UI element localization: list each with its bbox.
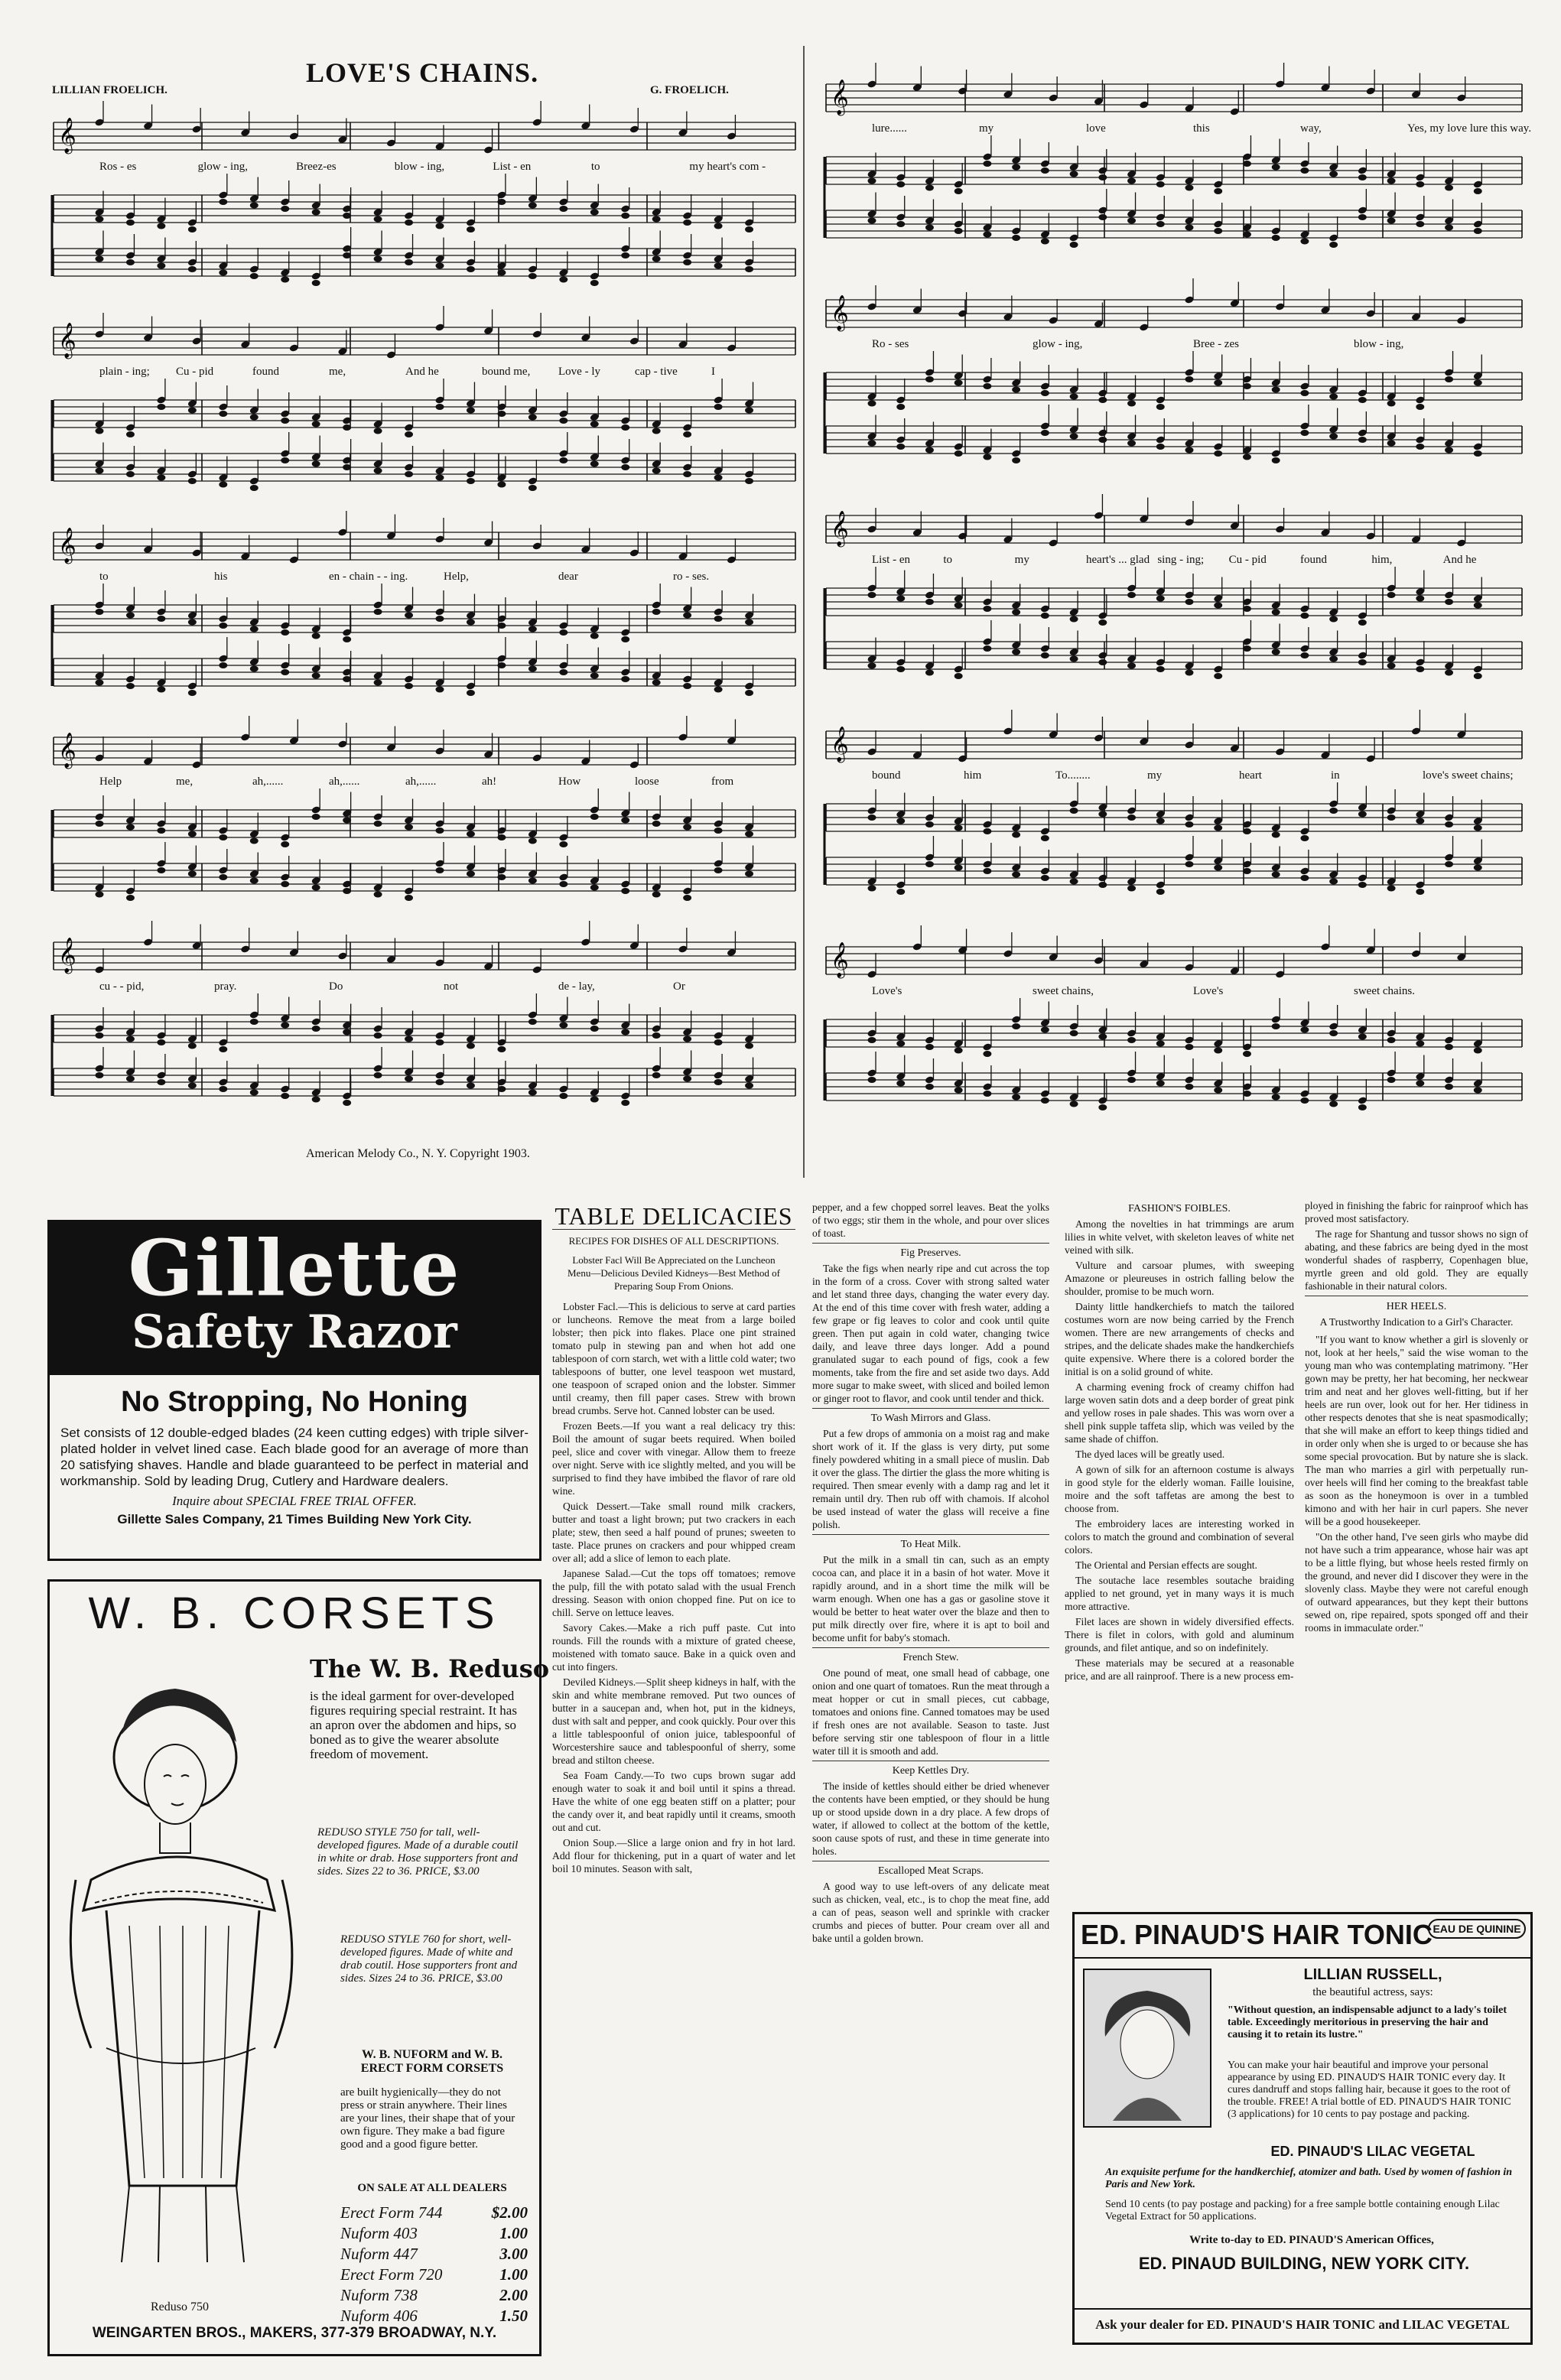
left-lyric: plain - ing; xyxy=(99,366,150,378)
table-delicacies-column xyxy=(552,1202,795,1878)
corset-price-name: Nuform 738 xyxy=(340,2286,418,2304)
heels-paragraph: "If you want to know whether a girl is slovenly or not, look at her heels," said the wise woman to the young man who was contemplating matrimony. "Her gown may be pretty, her hat becoming, her neckwear trim and neat and her gloves well-fitting, but if her heels are run over, look out for her. Her tidiness in other respects denotes that she is neat spasmodically; that she will make an effort to keep things tidied and in order only when she is urged to or because she has some special provocation. But by nature she is slack. The man who marries a girl with perpetually run-over heels will find her coming to the breakfast table as soon as the honeymoon is over in a tumbled kimono and with her hair in curl papers. She never will be a good housekeeper. xyxy=(1305,1334,1528,1527)
heels-paragraph: "On the other hand, I've seen girls who maybe did not have such a trim appearance, whose hair was apt to be a little flying, but whose heels rested firmly on the ground, and never did I discover they were in the slovenly class. Maybe they were not careful enough of outward appearances, but they kept their buttons sewed on, ripe repaired, spots sponged off and their rooms in immaculate order." xyxy=(1305,1531,1528,1634)
lyrics-right xyxy=(818,54,1530,1185)
heels-sub: A Trustworthy Indication to a Girl's Character. xyxy=(1319,1316,1514,1328)
left-lyric: Or xyxy=(673,980,685,993)
corset-price-row xyxy=(340,2244,528,2265)
table-headline: TABLE DELICACIES xyxy=(554,1202,793,1230)
corset-price-row xyxy=(340,2203,528,2223)
fashion-paragraph: The Oriental and Persian effects are sought. xyxy=(1075,1559,1257,1571)
gillette-offer: Inquire about SPECIAL FREE TRIAL OFFER. xyxy=(172,1494,417,1508)
right-lyric: him xyxy=(964,769,982,782)
left-lyric: ah! xyxy=(482,775,497,788)
left-lyric: pray. xyxy=(214,980,237,993)
section-paragraph: One pound of meat, one small head of cabbage, one onion and one quart of tomatoes. Run the meat through a meat hopper or cut in small pieces, cut cabbage, tomatoes and onions fine. Canned tomatoes may be used if fresh ones are not available. Season to taste. Just before serving stir one tablespoon of flour in a little water till it is smooth and add. xyxy=(812,1667,1049,1757)
fashion-paragraph: The soutache lace resembles soutache braiding applied to net ground, yet in many ways it is much more attractive. xyxy=(1065,1575,1294,1612)
pinaud-title-row xyxy=(1075,1914,1530,1959)
corset-price-name: Nuform 406 xyxy=(340,2307,418,2325)
fashion-paragraph: Filet laces are shown in widely diversified effects. There is filet in colors, with gold and aluminum grounds, and filet antique, and so on indefinitely. xyxy=(1065,1616,1294,1653)
pinaud-says: the beautiful actress, says: xyxy=(1312,1986,1433,1998)
left-lyric: cu - - pid, xyxy=(99,980,145,993)
corset-price-value: 2.00 xyxy=(499,2286,528,2304)
heels-heading: HER HEELS. xyxy=(1305,1296,1528,1313)
gillette-ad xyxy=(47,1220,541,1561)
gillette-company: Gillette Sales Company, 21 Times Building New York City. xyxy=(117,1512,472,1527)
left-lyric: Breez-es xyxy=(296,161,337,173)
fashion-heading: FASHION'S FOIBLES. xyxy=(1128,1203,1231,1214)
left-lyric: me, xyxy=(329,366,346,378)
recipe-paragraph: Frozen Beets.—If you want a real delicacy try this: Boil the amount of sugar beets required. When boiled peel, slice and cover with vinegar. Allow them to freeze over night. Serve with ice slightly melted, and you will be surprised to find they have imbibed the flavor of rare old wine. xyxy=(552,1420,795,1497)
fashion-paragraph: The dyed laces will be greatly used. xyxy=(1075,1448,1225,1460)
right-lyric: my xyxy=(979,122,994,135)
sheet-music-right xyxy=(818,54,1530,1185)
svg-text:𝄞: 𝄞 xyxy=(831,80,849,115)
left-lyric: not xyxy=(444,980,459,993)
pinaud-badge: EAU DE QUININE xyxy=(1428,1919,1526,1939)
corset-price-name: Nuform 447 xyxy=(340,2245,418,2263)
pinaud-address: ED. PINAUD BUILDING, NEW YORK CITY. xyxy=(1138,2254,1470,2273)
corsets-maker: WEINGARTEN BROS., MAKERS, 377-379 BROADWAY, N.Y. xyxy=(92,2325,497,2341)
right-lyric: bound xyxy=(872,769,901,782)
right-lyric: him, xyxy=(1371,554,1393,566)
pinaud-name: LILLIAN RUSSELL, xyxy=(1303,1966,1442,1983)
left-lyric: Do xyxy=(329,980,343,993)
gillette-banner xyxy=(50,1222,539,1375)
left-lyric: blow - ing, xyxy=(394,161,445,173)
svg-text:𝄞: 𝄞 xyxy=(58,938,76,973)
corset-price-value: 1.00 xyxy=(499,2265,528,2284)
recipe-paragraph: Savory Cakes.—Make a rich puff paste. Cut into rounds. Fill the rounds with a mixture of grated cheese, moistened with tomato sauce. Bake in a quick oven and cut into fingers. xyxy=(552,1622,795,1673)
pinaud-footer: Ask your dealer for ED. PINAUD'S HAIR TONIC and LILAC VEGETAL xyxy=(1075,2308,1530,2340)
table-recipes xyxy=(552,1300,795,1875)
pinaud-p3: Send 10 cents (to pay postage and packing) for a free sample bottle containing enough Lilac Vegetal Extract for 50 applications. xyxy=(1105,2199,1500,2222)
left-lyric: List - en xyxy=(493,161,532,173)
corsets-intro: is the ideal garment for over-developed figures requiring special restraint. It has an apron over the abdomen and hips, so boned as to give the wearer absolute freedom of movement. xyxy=(310,1689,517,1761)
middle-intro: pepper, and a few chopped sorrel leaves. Beat the yolks of two eggs; stir them in the whole, and pour over slices of toast. xyxy=(812,1201,1049,1239)
corset-price-value: 1.50 xyxy=(499,2307,528,2325)
right-lyric: this xyxy=(1193,122,1210,135)
gillette-sub: Safety Razor xyxy=(132,1305,457,1359)
recipe-paragraph: Quick Dessert.—Take small round milk crackers, butter and toast a light brown; put two crackers in each plate; stew, then seed a half pound of prunes; sweeten to taste. Place prunes on crackers and pour whipped cream over all; add a slice of lemon to each plate. xyxy=(552,1501,795,1564)
fashion-paragraphs xyxy=(1065,1218,1294,1683)
fashion-paragraph: A charming evening frock of creamy chiffon had large woven satin dots and a deep border of great pink and yellow roses in pale shades. This was worn over a shell pink supple taffeta slip, which was veiled by the same shade of chiffon. xyxy=(1065,1381,1294,1445)
right-lyric: love's sweet chains; xyxy=(1423,769,1514,782)
right-lyric: glow - ing, xyxy=(1033,338,1083,350)
left-lyric: to xyxy=(590,161,600,173)
svg-text:𝄞: 𝄞 xyxy=(58,118,76,153)
lillian-russell-portrait xyxy=(1082,1968,1212,2128)
recipe-paragraph: Deviled Kidneys.—Split sheep kidneys in half, with the skin and white membrane removed. Put two ounces of butter in a saucepan and, when hot, put in the kidneys, dust with salt and pepper, and cook quickly. Pour over this a little tablespoonful of onion juice, tablespoonful of Worcestershire sauce and tablespoonful of sherry, some bread and stilton cheese. xyxy=(552,1676,795,1766)
right-lyric: Bree - zes xyxy=(1193,338,1239,350)
corset-price-name: Erect Form 720 xyxy=(340,2265,443,2284)
corset-price-value: 1.00 xyxy=(499,2224,528,2242)
left-lyric: me, xyxy=(176,775,193,788)
right-lyric: sweet chains, xyxy=(1033,985,1094,997)
gillette-headline: No Stropping, No Honing xyxy=(121,1386,468,1418)
corset-price-value: 3.00 xyxy=(499,2245,528,2263)
fashion-paragraph: Dainty little handkerchiefs to match the tailored costumes worn are now being carried by the French women. There are new arrangements of checks and stripes, and the delicate shades make the handkerchiefs quite expensive. Where there is a colored border the initial is on a solid ground of white. xyxy=(1065,1301,1294,1377)
right-lyric: to xyxy=(943,554,952,566)
lyrics-left xyxy=(46,46,803,1178)
household-sections xyxy=(812,1243,1049,1945)
corsets-price-list xyxy=(340,2203,528,2326)
left-lyric: loose xyxy=(635,775,659,788)
left-lyric: to xyxy=(99,571,109,583)
fashion-paragraph: The embroidery laces are interesting worked in colors to match the ground and combination of several colors. xyxy=(1065,1518,1294,1556)
left-lyric: my heart's com - xyxy=(689,161,766,173)
corsets-dealers: ON SALE AT ALL DEALERS xyxy=(357,2182,507,2194)
pinaud-lilac: ED. PINAUD'S LILAC VEGETAL xyxy=(1270,2144,1475,2159)
household-column xyxy=(812,1201,1049,1947)
left-lyric: his xyxy=(214,571,228,583)
left-lyric: found xyxy=(252,366,279,378)
left-lyric: bound me, xyxy=(482,366,531,378)
left-lyric: Cu - pid xyxy=(176,366,214,378)
fashion-column xyxy=(1065,1199,1294,1685)
section-paragraph: Put the milk in a small tin can, such as an empty cocoa can, and place it in a basin of hot water. Move it rapidly around, and in a short time the milk will be warm enough. When one has a gas or gasoline stove it would be better to heat water over the blaze and then to put milk directly over fire, where it is apt to boil and become unfit for baby's stomach. xyxy=(812,1554,1049,1644)
left-lyric: I xyxy=(711,366,715,378)
section-heading: Keep Kettles Dry. xyxy=(812,1761,1049,1777)
left-lyric: dear xyxy=(558,571,578,583)
right-lyric: Cu - pid xyxy=(1228,554,1267,566)
left-lyric: from xyxy=(711,775,734,788)
corsets-ad xyxy=(47,1579,550,2356)
recipe-paragraph: Onion Soup.—Slice a large onion and fry in hot lard. Add flour for thickening, put in a quart of water and let boil 10 minutes. Season with salt, xyxy=(552,1837,795,1874)
svg-text:𝄞: 𝄞 xyxy=(58,323,76,358)
left-lyric: ah,...... xyxy=(252,775,284,788)
svg-text:𝄞: 𝄞 xyxy=(58,733,76,768)
section-heading: To Heat Milk. xyxy=(812,1534,1049,1551)
corsets-nuform-head: W. B. NUFORM and W. B. ERECT FORM CORSETS xyxy=(360,2048,504,2075)
composer: G. FROELICH. xyxy=(650,84,729,96)
copyright-line: American Melody Co., N. Y. Copyright 1903. xyxy=(306,1147,530,1160)
corsets-label: Reduso 750 xyxy=(151,2300,209,2313)
right-lyric: Yes, my love lure this way. xyxy=(1407,122,1532,135)
pinaud-quote: "Without question, an indispensable adjunct to a lady's toilet table. Exceedingly meritorious in preserving the hair and causing it to retain its lustre." xyxy=(1228,2004,1507,2040)
corsets-style750: REDUSO STYLE 750 for tall, well-developed figures. Made of a durable coutil in white or drab. Hose supporters front and sides. Sizes 22 to 36. PRICE, $3.00 xyxy=(317,1826,519,1878)
fashion-paragraph: These materials may be secured at a reasonable price, and are all rainproof. There is a new process em- xyxy=(1065,1657,1294,1682)
right-lyric: heart xyxy=(1239,769,1262,782)
sheet-music-left xyxy=(46,46,803,1178)
section-paragraph: Take the figs when nearly ripe and cut across the top in the form of a cross. Cover with strong salted water and let stand three days, changing the water every day. At the end of this time cover with fresh water, adding a few grape or fig leaves to color and cook until quite green. Then put again in cold water, changing twice daily, and leave three days longer. Add a pound granulated sugar to each pound of figs, cook a few moments, take from the fire and set aside two days. Add more sugar to make sweet, with sliced and boiled lemon or ginger root to flavor, and cook until tender and thick. xyxy=(812,1263,1049,1404)
right-lyric: my xyxy=(1014,554,1029,566)
right-lyric: love xyxy=(1086,122,1106,135)
right-lyric: in xyxy=(1331,769,1340,782)
pinaud-p2: An exquisite perfume for the handkerchief, atomizer and bath. Used by women of fashion in Paris and New York. xyxy=(1105,2167,1513,2190)
left-lyric: en - chain - - ing. xyxy=(329,571,408,583)
recipe-paragraph: Japanese Salad.—Cut the tops off tomatoes; remove the pulp, fill the with potato salad with the usual French dressing. Season with onion chopped fine. Put on ice to chill. Serve on lettuce leaves. xyxy=(552,1568,795,1618)
table-sub: RECIPES FOR DISHES OF ALL DESCRIPTIONS. xyxy=(552,1229,795,1247)
heels-column xyxy=(1305,1199,1528,1637)
heels-paragraphs xyxy=(1305,1333,1528,1634)
right-lyric: found xyxy=(1300,554,1327,566)
right-lyric: way, xyxy=(1300,122,1322,135)
corset-price-name: Erect Form 744 xyxy=(340,2203,443,2222)
fashion-paragraph: Vulture and carsoar plumes, with sweeping Amazone or pleureuses in ostrich falling below the shoulder, promise to be much worn. xyxy=(1065,1260,1294,1297)
left-lyric: How xyxy=(558,775,581,788)
left-lyric: de - lay, xyxy=(558,980,595,993)
left-lyric: glow - ing, xyxy=(197,161,248,173)
left-lyric: Help xyxy=(99,775,122,788)
svg-text:𝄞: 𝄞 xyxy=(58,528,76,563)
right-lyric: sweet chains. xyxy=(1354,985,1415,997)
corset-woman-illustration xyxy=(60,1650,313,2293)
pinaud-p1: You can make your hair beautiful and improve your personal appearance by using ED. PINAUD'S HAIR TONIC every day. It cures dandruff and stops falling hair, because it goes to the root of the trouble. FREE! A trial bottle of ED. PINAUD'S HAIR TONIC (3 applications) for 10 cents to pay postage and packing. xyxy=(1228,2060,1511,2120)
left-lyric: ro - ses. xyxy=(673,571,710,583)
corset-price-row xyxy=(340,2223,528,2244)
corset-price-value: $2.00 xyxy=(491,2203,528,2222)
svg-text:𝄞: 𝄞 xyxy=(831,727,849,762)
svg-text:𝄞: 𝄞 xyxy=(831,511,849,546)
section-heading: To Wash Mirrors and Glass. xyxy=(812,1408,1049,1425)
svg-text:𝄞: 𝄞 xyxy=(831,942,849,977)
corsets-nuform-body: are built hygienically—they do not press or strain anywhere. Their lines are your lines, their shape that of your own figure. They make a bad figure good and a good figure better. xyxy=(340,2086,515,2151)
right-lyric: blow - ing, xyxy=(1354,338,1404,350)
corsets-model: The W. B. Reduso xyxy=(310,1654,550,1683)
section-heading: French Stew. xyxy=(812,1647,1049,1664)
gillette-brand: Gillette xyxy=(128,1223,461,1313)
corsets-style760: REDUSO STYLE 760 for short, well-developed figures. Made of white and drab coutil. Hose supporters front and sides. Sizes 24 to 36. PRICE, $3.00 xyxy=(340,1933,518,1985)
page-divider xyxy=(803,46,805,1178)
right-lyric: Ro - ses xyxy=(872,338,909,350)
right-lyric: To........ xyxy=(1055,769,1091,782)
left-lyric: Love - ly xyxy=(558,366,600,378)
recipe-paragraph: Lobster Facl.—This is delicious to serve at card parties or luncheons. Remove the meat from a large boiled lobster; then pick into flakes. Place one pint strained tomato pulp in stewing pan and when hot add one tablespoon of corn starch, wet with a little cold water; two tablespoons of butter, one level teaspoon wet mustard, one teaspoon of scraped onion and the lobster. Simmer until creamy, then fill paper cases. Strew with brown bread crumbs. Serve hot. Canned lobster can be used. xyxy=(552,1301,795,1416)
corset-price-row xyxy=(340,2285,528,2306)
right-lyric: List - en xyxy=(872,554,910,566)
left-lyric: Ros - es xyxy=(99,161,137,173)
corset-price-row xyxy=(340,2306,528,2326)
section-heading: Fig Preserves. xyxy=(812,1243,1049,1260)
section-paragraph: The inside of kettles should either be dried whenever the contents have been emptied, or they should be hung up or stood upside down in a dry place. A few drops of water, if allowed to collect at the bottom of the kettle, soon cause spots of rust, and these in time generate into holes. xyxy=(812,1780,1049,1857)
left-lyric: ah,...... xyxy=(329,775,360,788)
right-lyric: heart's ... glad xyxy=(1086,554,1150,566)
section-paragraph: A good way to use left-overs of any delicate meat such as chicken, veal, etc., is to chop the meat fine, add a can of peas, season well and sprinkle with cracker crumbs and pieces of butter. Pour cream over all and bake until a golden brown. xyxy=(812,1881,1049,1944)
gillette-body: Set consists of 12 double-edged blades (24 keen cutting edges) with triple silver-plated holder in velvet lined case. Each blade good for an average of more than 20 satisfying shaves. Handle and blade guaranteed to be perfect in material and workmanship. Sold by leading Drug, Cutlery and Hardware dealers. xyxy=(60,1426,528,1488)
section-heading: Escalloped Meat Scraps. xyxy=(812,1861,1049,1878)
right-lyric: Love's xyxy=(872,985,902,997)
right-intro: ployed in finishing the fabric for rainproof which has proved most satisfactory. xyxy=(1305,1200,1528,1224)
right-shantung: The rage for Shantung and tussor shows no sign of abating, and these fabrics are being dyed in the most wonderful shades of raspberry, Copenhagen blue, myrtle green and old gold. They are equally fashionable in their natural colors. xyxy=(1305,1228,1528,1292)
section-paragraph: Put a few drops of ammonia on a moist rag and make short work of it. If the glass is very dirty, put some finely powdered whiting in a small piece of muslin. Dab it over the glass. The dirtier the glass the more whiting is required. Then smear evenly with a damp rag and let it remain until dry. Then rub off with chamois. If alcohol be used instead of water the glass will receive a fine polish. xyxy=(812,1428,1049,1530)
svg-text:𝄞: 𝄞 xyxy=(831,295,849,330)
right-lyric: Love's xyxy=(1193,985,1224,997)
right-lyric: lure...... xyxy=(872,122,907,135)
corset-price-name: Nuform 403 xyxy=(340,2224,418,2242)
pinaud-ad xyxy=(1072,1912,1533,2345)
lyricist: LILLIAN FROELICH. xyxy=(52,84,167,96)
fashion-paragraph: A gown of silk for an afternoon costume is always in good style for the elderly woman. Faille louisine, moire and the soft taffetas are among the best to choose from. xyxy=(1065,1464,1294,1514)
left-lyric: cap - tive xyxy=(635,366,678,378)
song-title: LOVE'S CHAINS. xyxy=(306,57,539,88)
recipe-paragraph: Sea Foam Candy.—To two cups brown sugar add enough water to soak it and boil until it spins a thread. Have the white of one egg beaten stiff on a platter; pour the candy over it, and beat rapidly until it creams, smooth out and cut. xyxy=(552,1770,795,1833)
corsets-brand: W. B. CORSETS xyxy=(88,1588,501,1638)
left-lyric: And he xyxy=(405,366,439,378)
table-deck: Lobster Facl Will Be Appreciated on the Luncheon Menu—Delicious Deviled Kidneys—Best Method of Preparing Soup From Onions. xyxy=(567,1254,780,1292)
left-lyric: ah,...... xyxy=(405,775,437,788)
right-lyric: And he xyxy=(1442,554,1477,566)
corset-price-row xyxy=(340,2265,528,2285)
right-lyric: sing - ing; xyxy=(1157,554,1205,566)
pinaud-write: Write to-day to ED. PINAUD'S American Offices, xyxy=(1189,2234,1434,2246)
right-lyric: my xyxy=(1147,769,1163,782)
left-lyric: Help, xyxy=(444,571,469,583)
pinaud-title: ED. PINAUD'S HAIR TONIC xyxy=(1081,1919,1433,1950)
fashion-paragraph: Among the novelties in hat trimmings are arum lilies in white velvet, with skeleton leaves of white net veined with silk. xyxy=(1065,1218,1294,1256)
